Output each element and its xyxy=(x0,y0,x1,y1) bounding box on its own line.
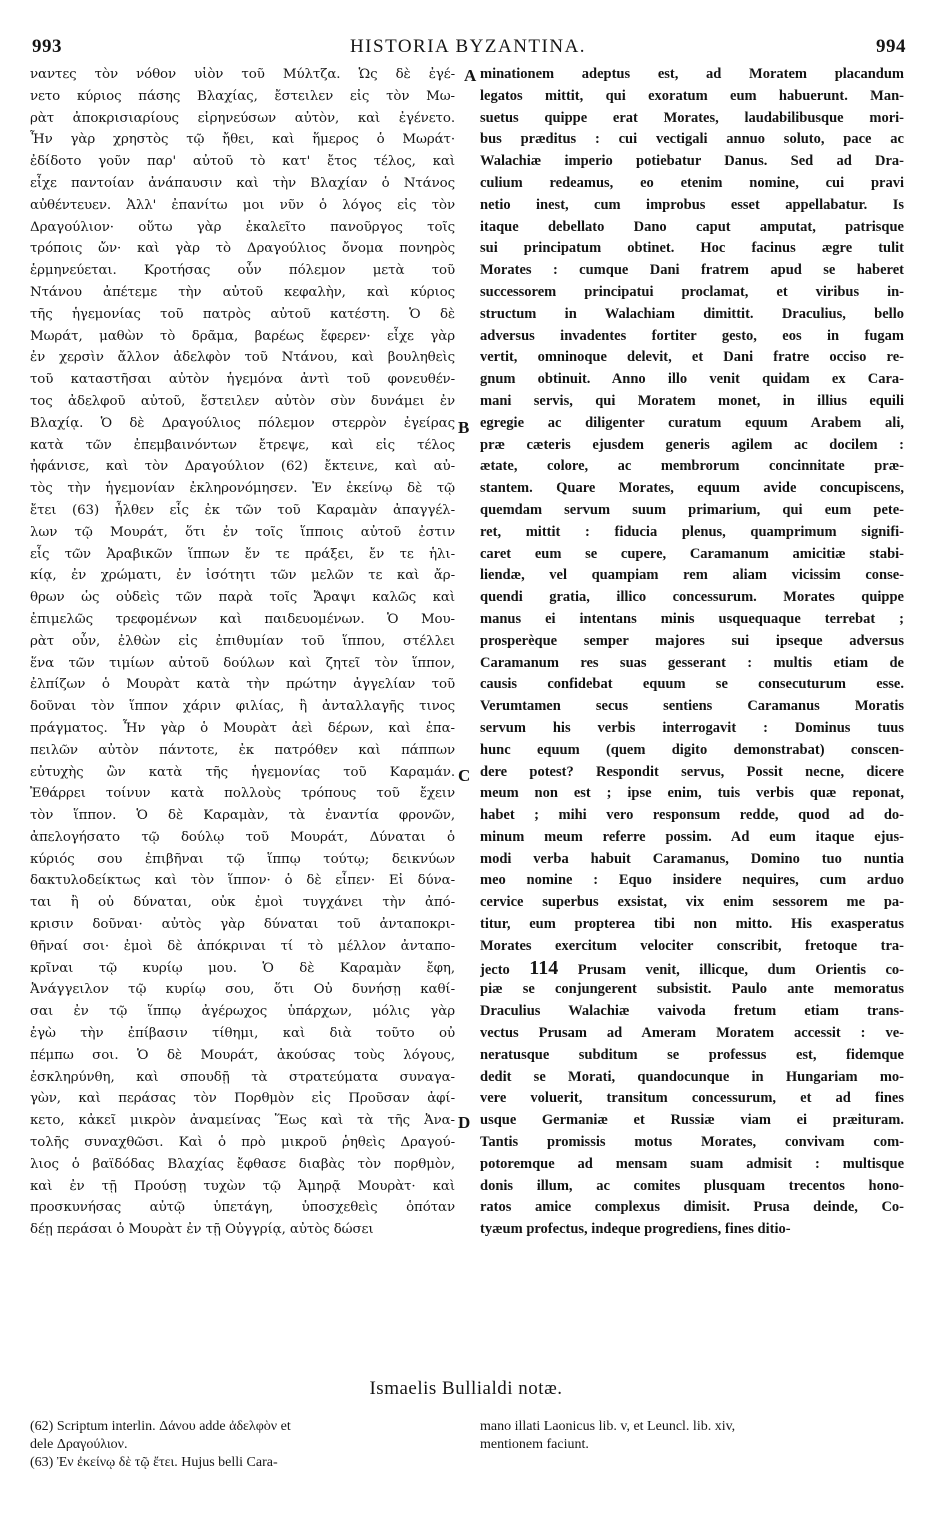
notes-left-column xyxy=(30,1418,455,1472)
latin-text-line: egregie ac diligenter curatum equum Arabem ali, xyxy=(480,414,904,431)
latin-text-line: quendi gratia, illico concessurum. Morates quippe xyxy=(480,589,904,606)
latin-text-line: ratos amice complexus dimisit. Prusa deinde, Co- xyxy=(480,1199,904,1216)
greek-text-line: νετο κύριος πάσης Βλαχίας, ἔστειλεν εἰς τὸν Μω- xyxy=(30,88,455,104)
latin-text-line: donis illum, ac comites plusquam trecentos hono- xyxy=(480,1177,904,1194)
greek-text-line: ρὰτ ἀποκρισιαρίους εἰρηνεύσων αὐτὸν, καὶ ἐγένετο. xyxy=(30,110,455,126)
latin-text-line: caret eum se cupere, Caramanum amicitiæ stabi- xyxy=(480,545,904,562)
greek-text-line: σαι ἐν τῷ ἵππῳ ἀγέρωχος ὑπάρχων, μόλις γὰρ xyxy=(30,1004,455,1020)
latin-text-line: Draculius Walachiæ vaivoda fretum etiam trans- xyxy=(480,1003,904,1020)
latin-text-line: gnum obtinuit. Anno illo venit quidam ex Cara- xyxy=(480,371,904,388)
running-title: HISTORIA BYZANTINA. xyxy=(349,36,587,57)
latin-text-line: netio inest, cum improbus esset appellabatur. Is xyxy=(480,196,904,213)
latin-text-line: bus præditus : cui vectigali annuo soluto, pace ac xyxy=(480,131,904,148)
section-marker-d: D xyxy=(458,1113,471,1132)
greek-text-line: Ἀνάγγειλον τῷ κυρίῳ σου, ὅτι Οὐ δυνήσῃ καθί- xyxy=(30,982,455,998)
latin-text-line: piæ se conjungerent subsistit. Paulo ante memoratus xyxy=(480,981,904,998)
latin-text-column xyxy=(480,64,904,1241)
latin-text-line: sui principatum obtinet. Hoc facinus ægre tulit xyxy=(480,240,904,257)
greek-text-line: τῆς ἡγεμονίας τοῦ πατρὸς αὐτοῦ κατέστη. Ὁ δὲ xyxy=(30,306,455,322)
greek-text-line: ἐγὼ τὴν ἐπίβασιν τίθημι, καὶ διὰ τοῦτο οὐ xyxy=(30,1026,455,1042)
greek-text-line: θῆναί σοι· ἐμοὶ δὲ ἀπόκριναι τί τὸ μέλλον ἀνταπο- xyxy=(30,938,455,954)
greek-text-line: κίᾳ, ἐν χρώματι, ἐν ἰσότητι τῶν μελῶν τε καὶ ἄρ- xyxy=(30,568,455,584)
greek-text-line: ἐν χερσὶν ἄλλον ἀδελφὸν τοῦ Ντάνου, καὶ βουληθεὶς xyxy=(30,350,455,366)
latin-text-line: usque Germaniæ et Russiæ viam ei præituram. xyxy=(480,1112,904,1129)
greek-text-line: ναντες τὸν νόθον υἱὸν τοῦ Μύλτζα. Ὡς δὲ ἐγέ- xyxy=(30,67,455,82)
footnote-line: dele Δραγούλιον. xyxy=(30,1437,128,1452)
latin-text-line: præ cæteris ejusdem generis agilem ac docilem : xyxy=(480,436,904,453)
greek-text-line: αὐθέντευεν. Ἀλλ' ἐπανίτω μοι νῦν ὁ λόγος εἰς τὸν xyxy=(30,197,455,213)
greek-text-line: λιος ὁ βαϊδόδας Βλαχίας ἔφθασε διαβὰς τὸν πορθμὸν, xyxy=(30,1156,455,1172)
latin-text-line: causis confidebat equum se consecuturum esse. xyxy=(480,676,904,693)
latin-text-line: Tantis promissis motus Morates, convivam com- xyxy=(480,1134,904,1151)
greek-text-line: Ἦν γὰρ χρηστὸς τῷ ἤθει, καὶ ἥμερος ὁ Μωράτ· xyxy=(30,132,455,148)
latin-text-line: neratusque subditum se professus est, fidemque xyxy=(480,1046,904,1063)
greek-text-line: τὸν ἵππον. Ὁ δὲ Καραμὰν, τὰ ἐναντία φρονῶν, xyxy=(30,808,455,824)
greek-text-line: πειλῶν αὐτὸν πάντοτε, ἐκ πατρόθεν καὶ πάππων xyxy=(30,742,455,758)
latin-text-line: Caramanum res suas gesserant : multis etiam de xyxy=(480,654,904,671)
latin-text-line: titur, eum propterea tibi non mitto. His exasperatus xyxy=(480,916,904,933)
greek-text-column xyxy=(30,64,455,1241)
greek-text-line: κετο, κἀκεῖ μικρὸν ἀναμείνας Ἕως καὶ τὰ τῆς Ἀνα- xyxy=(30,1113,455,1129)
footnote-line: mentionem faciunt. xyxy=(480,1437,589,1452)
greek-text-line: δακτυλοδείκτως καὶ τὸν ἵππον· ὁ δὲ εἶπεν· Εἰ δύνα- xyxy=(30,873,455,889)
page-number-right: 994 xyxy=(876,36,906,57)
latin-text-line: hunc equum (quem digito demonstrabat) conscen- xyxy=(480,741,904,758)
latin-text-line: jecto 114 Prusam venit, illicque, dum Orientis co- xyxy=(480,957,904,979)
greek-text-line: Βλαχίᾳ. Ὁ δὲ Δραγούλιος πόλεμον στερρὸν ἐγείρας xyxy=(30,415,455,431)
greek-text-line: δοῦναι τὸν ἵππον χάριν φιλίας, ἢ ἀνταλλαγῆς τινος xyxy=(30,699,455,715)
original-page-number: 114 xyxy=(529,957,559,979)
latin-text-line: vertit, omninoque delevit, et Dani fratre occiso re- xyxy=(480,349,904,366)
greek-text-line: εὐτυχὴς ὢν κατὰ τῆς ἡγεμονίας τοῦ Καραμάν. xyxy=(30,764,455,780)
latin-text-line: stantem. Quare Morates, equum avide concupiscens, xyxy=(480,480,904,497)
notes-right-column xyxy=(480,1418,904,1454)
greek-text-line: Ντάνου ἀπέτεμε τὴν αὐτοῦ κεφαλὴν, καὶ κύριος xyxy=(30,284,455,300)
page-header xyxy=(30,22,906,62)
greek-text-line: ται ἢ οὐ δύναται, οὐκ ἐμοὶ τυγχάνει τὴν ἀπό- xyxy=(30,895,455,911)
greek-text-line: κρισιν δοῦναι· αὐτὸς γὰρ δύναται τοῦ ἀνταποκρι- xyxy=(30,917,455,933)
greek-text-line: γὼν, καὶ περάσας τὸν Πορθμὸν εἰς Προῦσαν ἀφί- xyxy=(30,1091,455,1107)
latin-text-line: vere voluerit, transitum concessurum, et ad fines xyxy=(480,1090,904,1107)
latin-text-line: cervice superbus exsistat, vix enim sessorem me pa- xyxy=(480,894,904,911)
greek-text-line: ἐπιμελῶς τρεφομένων καὶ παιδευομένων. Ὁ Μου- xyxy=(30,611,455,627)
latin-text-line: potoremque ad mensam suam admisit : multisque xyxy=(480,1155,904,1172)
greek-text-line: Ἐθάρρει τοίνυν κατὰ πολλοὺς τρόπους τοῦ ἔχειν xyxy=(30,786,455,802)
greek-text-line: ἕνα τῶν τιμίων αὐτοῦ δούλων καὶ ζητεῖ τὸν ἵππον, xyxy=(30,655,455,671)
latin-text-line: Walachiæ imperio potiebatur Danus. Sed ad Dra- xyxy=(480,153,904,170)
section-marker-c: C xyxy=(458,766,471,785)
greek-text-line: εἷς τῶν Ἀραβικῶν ἵππων ἔν τε πράξει, ἔν τε ἡλι- xyxy=(30,546,455,562)
greek-text-line: θρων ὡς οὐδεὶς τῶν παρὰ τοῖς Ἄραψι καλῶς καὶ xyxy=(30,590,455,606)
greek-text-line: πράγματος. Ἦν γὰρ ὁ Μουρὰτ ἀεὶ δέρων, καὶ ἐπα- xyxy=(30,720,455,736)
latin-text-line: meum non est ; ipse enim, tuis verbis quæ reponat, xyxy=(480,785,904,802)
latin-text-line: prosperèque semper majores sui ipseque adversus xyxy=(480,632,904,649)
latin-text-line: vectus Prusam ad Ameram Moratem accessit : ve- xyxy=(480,1025,904,1042)
latin-text-line: habet ; mihi vero responsum redde, quod ad do- xyxy=(480,807,904,824)
section-marker-a: A xyxy=(464,66,477,85)
greek-text-line: κύριός σου ἐπιβῆναι τῷ ἵππῳ τούτῳ; δεικνύων xyxy=(30,851,455,867)
greek-text-line: ἐδίδοτο γοῦν παρ' αὐτοῦ τὸ κατ' ἔτος τέλος, καὶ xyxy=(30,154,455,170)
greek-text-line: ἐλπίζων ὁ Μουρὰτ κατὰ τὴν πρώτην ἀγγελίαν τοῦ xyxy=(30,677,455,693)
greek-text-line: τρόποις ὤν· καὶ γὰρ τὸ Δραγούλιος ὄνομα πονηρὸς xyxy=(30,241,455,257)
latin-text-line: Morates exercitum velociter conscribit, fretoque tra- xyxy=(480,937,904,954)
footnote-line: (62) Scriptum interlin. Δάνου adde ἀδελφὸν et xyxy=(30,1419,291,1434)
latin-text-line: ret, mittit : fiducia plenus, quamprimum signifi- xyxy=(480,523,904,540)
greek-text-line: τολῆς συναχθῶσι. Καὶ ὁ πρὸ μικροῦ ῥηθεὶς Δραγού- xyxy=(30,1135,455,1151)
greek-text-line: ἠφάνισε, καὶ τὸν Δραγούλιον (62) ἔκτεινε, καὶ αὐ- xyxy=(30,459,455,475)
latin-text-line: suetus quippe erat Morates, laudabilibusque mori- xyxy=(480,109,904,126)
latin-text-line: modi verba habuit Caramanus, Domino tuo nuntia xyxy=(480,850,904,867)
greek-text-line: τος ἀδελφοῦ αὐτοῦ, ἔστειλεν αὐτὸν σὺν δυνάμει ἐν xyxy=(30,393,455,409)
greek-text-line: λων τῷ Μουράτ, ὅτι ἐν τοῖς ἵπποις αὐτοῦ ἐστιν xyxy=(30,524,455,540)
latin-text-line: liendæ, vel quampiam rem aliam vicissim conse- xyxy=(480,567,904,584)
greek-text-line: ἀπελογήσατο τῷ δούλῳ τοῦ Μουράτ, Δύναται ὁ xyxy=(30,829,455,845)
latin-text-line: mani servis, qui Moratem monet, in illius equili xyxy=(480,392,904,409)
latin-text-line: ætate, colore, ac membrorum concinnitate præ- xyxy=(480,458,904,475)
section-marker-b: B xyxy=(458,418,470,437)
latin-text-line: Verumtamen secus sentiens Caramanus Moratis xyxy=(480,698,904,715)
greek-text-line: ρὰτ οὖν, ἐλθὼν εἰς ἐπιθυμίαν τοῦ ἵππου, στέλλει xyxy=(30,633,455,649)
latin-text-line: manus ei intentans minis usquequaque terrebat ; xyxy=(480,610,904,627)
greek-text-line: ἔτει (63) ἦλθεν εἷς ἐκ τῶν τοῦ Καραμὰν ἀπαγγέλ- xyxy=(30,502,455,518)
latin-text-line: minationem adeptus est, ad Moratem placandum xyxy=(480,66,904,82)
greek-text-line: καὶ ἐν τῇ Προύσῃ τυχὼν τῷ Ἀμηρᾷ Μουρὰτ· καὶ xyxy=(30,1178,455,1194)
latin-text-line: meo nomine : Equo insidere nequires, cum arduo xyxy=(480,872,904,889)
greek-text-line: δέῃ περάσαι ὁ Μουρὰτ ἐν τῇ Οὐγγρίᾳ, αὐτὸς δώσει xyxy=(30,1222,374,1238)
greek-text-line: προσκυνήσας αὐτῷ ὑπετάγη, ὑποσχεθεὶς ὁπόταν xyxy=(30,1200,455,1216)
latin-text-line: dedit se Morati, quandocunque in Hungariam mo- xyxy=(480,1068,904,1085)
greek-text-line: τὸς τὴν ἡγεμονίαν ἐκληρονόμησεν. Ἐν ἐκείνῳ δὲ τῷ xyxy=(30,481,455,497)
latin-text-line: quemdam servum suum primarium, qui eum pete- xyxy=(480,501,904,518)
greek-text-line: κρῖναι τῷ κυρίῳ μου. Ὁ δὲ Καραμὰν ἔφη, xyxy=(30,960,455,976)
page-number-left: 993 xyxy=(32,36,62,57)
greek-text-line: κατὰ τῶν ἐπεμβαινόντων ἔτρεψε, καὶ εἰς τέλος xyxy=(30,437,455,453)
latin-text-line: Morates : cumque Dani fratrem apud se haberet xyxy=(480,262,904,279)
latin-text-line: tyæum profectus, indeque progrediens, fines ditio- xyxy=(480,1221,791,1238)
latin-text-line: successorem principatui proclamat, et viribus in- xyxy=(480,283,904,300)
latin-text-line: minum meum referre possim. Ad eum itaque ejus- xyxy=(480,828,904,845)
latin-text-line: structum in Walachiam dimittit. Draculius, bello xyxy=(480,305,904,322)
greek-text-line: εἶχε παντοίαν ἀνάπαυσιν καὶ τὴν Βλαχίαν ὁ Ντάνος xyxy=(30,175,455,191)
greek-text-line: ἑρμηνεύεται. Κροτήσας οὖν πόλεμον μετὰ τοῦ xyxy=(30,263,455,279)
latin-text-line: culium redeamus, eo etenim nomine, cui pravi xyxy=(480,174,904,191)
latin-text-line: dere potest? Respondit servus, Possit necne, dicere xyxy=(480,763,904,780)
latin-text-line: itaque debellato Dano caput amputat, patrisque xyxy=(480,218,904,235)
latin-text-line: adversus invadentes fortiter gesto, eos in fugam xyxy=(480,327,904,344)
greek-text-line: πέμπω σοι. Ὁ δὲ Μουράτ, ἀκούσας τοὺς λόγους, xyxy=(30,1047,455,1063)
greek-text-line: Μωράτ, μαθὼν τὸ δρᾶμα, βαρέως ἔφερεν· εἶχε γὰρ xyxy=(30,328,455,344)
greek-text-line: ἐσκληρύνθη, καὶ σπουδῇ τὰ στρατεύματα συναγα- xyxy=(30,1069,455,1085)
footnote-line: (63) Ἐν ἐκείνῳ δὲ τῷ ἔτει. Hujus belli Cara- xyxy=(30,1455,278,1470)
latin-text-line: servum his verbis interrogavit : Dominus tuus xyxy=(480,719,904,736)
greek-text-line: τοῦ καταστῆσαι αὐτὸν ἡγεμόνα ἀντὶ τοῦ φονευθέν- xyxy=(30,372,455,388)
latin-text-line: legatos mittit, qui exoratum eum habuerunt. Man- xyxy=(480,87,904,104)
footnote-line: mano illati Laonicus lib. v, et Leuncl. lib. xiv, xyxy=(480,1419,736,1434)
greek-text-line: Δραγούλιον· οὕτω γὰρ ἐκαλεῖτο πανοῦργος τοῖς xyxy=(30,219,455,235)
notes-title: Ismaelis Bullialdi notæ. xyxy=(369,1378,563,1399)
